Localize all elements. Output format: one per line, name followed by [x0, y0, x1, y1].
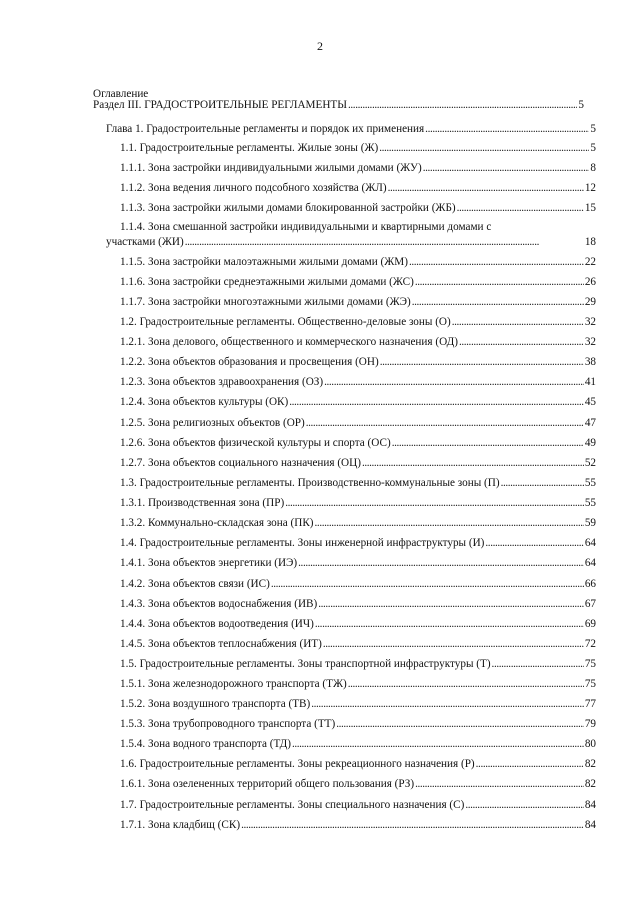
toc-entry-title: 1.1.1. Зона застройки индивидуальными жилыми домами (ЖУ): [120, 162, 422, 174]
toc-entry-title: 1.2.2. Зона объектов образования и просвещения (ОН): [120, 356, 379, 368]
toc-entry-title: 1.4. Градостроительные регламенты. Зоны инженерной инфраструктуры (И): [120, 537, 485, 549]
dot-leader: [315, 619, 584, 630]
dot-leader: [298, 558, 584, 569]
toc-entry-title: 1.2.1. Зона делового, общественного и коммерческого назначения (ОД): [120, 336, 458, 348]
toc-entry-page: 41: [584, 376, 596, 388]
toc-entry-title: 1.1.5. Зона застройки малоэтажными жилыми домами (ЖМ): [120, 256, 408, 268]
toc-entry-page: 32: [584, 336, 596, 348]
toc-entry[interactable]: [0, 619, 640, 633]
dot-leader: [485, 538, 583, 549]
dot-leader: [185, 237, 584, 248]
toc-entry-page: 67: [584, 598, 596, 610]
dot-leader: [289, 397, 584, 408]
toc-entry[interactable]: [0, 397, 640, 411]
toc-entry-title: 1.1.2. Зона ведения личного подсобного хозяйства (ЖЛ): [120, 182, 387, 194]
toc-entry[interactable]: [0, 739, 640, 753]
toc-entry-title: 1.6. Градостроительные регламенты. Зоны рекреационного назначения (Р): [120, 758, 475, 770]
dot-leader: [311, 699, 584, 710]
dot-leader: [457, 203, 584, 214]
toc-entry-page: 79: [584, 718, 596, 730]
dot-leader: [379, 143, 589, 154]
toc-entry-page: 18: [584, 236, 596, 248]
toc-entry[interactable]: [0, 163, 640, 177]
toc-entry-page: 26: [584, 276, 596, 288]
toc-entry-title-line1: 1.1.4. Зона смешанной застройки индивидуальными и квартирными домами с: [120, 221, 492, 233]
toc-entry[interactable]: [0, 800, 640, 814]
dot-leader: [459, 337, 584, 348]
toc-entry-title: 1.2.7. Зона объектов социального назначения (ОЦ): [120, 457, 361, 469]
dot-leader: [315, 518, 584, 529]
dot-leader: [306, 418, 584, 429]
toc-entry-page: 75: [584, 678, 596, 690]
dot-leader: [423, 163, 590, 174]
toc-entry-title: 1.7. Градостроительные регламенты. Зоны специального назначения (С): [120, 799, 465, 811]
dot-leader: [318, 599, 584, 610]
toc-entry-title: 1.4.3. Зона объектов водоснабжения (ИВ): [120, 598, 318, 610]
toc-entry-page: 32: [584, 316, 596, 328]
toc-entry-page: 12: [584, 182, 596, 194]
toc-entry[interactable]: [0, 719, 640, 733]
toc-entry-page: 15: [584, 202, 596, 214]
toc-entry-page: 29: [584, 296, 596, 308]
toc-entry-page: 45: [584, 396, 596, 408]
dot-leader: [323, 639, 584, 650]
dot-leader: [392, 438, 584, 449]
page-number: 2: [317, 39, 323, 53]
toc-entry-title: 1.4.2. Зона объектов связи (ИС): [120, 578, 270, 590]
toc-entry[interactable]: [0, 458, 640, 472]
toc-entry[interactable]: [0, 221, 640, 248]
toc-entry[interactable]: [0, 759, 640, 773]
dot-leader: [465, 800, 583, 811]
toc-entry-page: 22: [584, 256, 596, 268]
toc-entry-title: 1.5. Градостроительные регламенты. Зоны транспортной инфраструктуры (Т): [120, 658, 491, 670]
toc-entry-title: Раздел III. ГРАДОСТРОИТЕЛЬНЫЕ РЕГЛАМЕНТЫ: [93, 99, 348, 111]
toc-entry-title: 1.6.1. Зона озелененных территорий общего пользования (РЗ): [120, 778, 415, 790]
dot-leader: [476, 759, 584, 770]
dot-leader: [380, 357, 584, 368]
toc-entry[interactable]: [0, 100, 640, 114]
dot-leader: [324, 377, 584, 388]
toc-entry-title: 1.5.4. Зона водного транспорта (ТД): [120, 738, 291, 750]
toc-entry-title: 1.7.1. Зона кладбищ (СК): [120, 819, 241, 831]
toc-entry[interactable]: [0, 277, 640, 291]
toc-entry-page: 8: [590, 162, 596, 174]
toc-entry-title: 1.4.5. Зона объектов теплоснабжения (ИТ): [120, 638, 322, 650]
toc-entry-page: 66: [584, 578, 596, 590]
toc-entry-title: 1.3. Градостроительные регламенты. Производственно-коммунальные зоны (П): [120, 477, 500, 489]
toc-entry-page: 5: [578, 99, 584, 111]
toc-entry-title: 1.4.4. Зона объектов водоотведения (ИЧ): [120, 618, 314, 630]
dot-leader: [452, 317, 584, 328]
toc-entry-page: 82: [584, 758, 596, 770]
dot-leader: [362, 458, 584, 469]
toc-entry-page: 38: [584, 356, 596, 368]
toc-entry-page: 47: [584, 417, 596, 429]
dot-leader: [425, 124, 589, 135]
toc-entry-page: 75: [584, 658, 596, 670]
toc-entry[interactable]: [0, 699, 640, 713]
toc-entry[interactable]: [0, 143, 640, 157]
toc-entry-title: 1.1. Градостроительные регламенты. Жилые зоны (Ж): [120, 142, 379, 154]
dot-leader: [271, 579, 584, 590]
toc-entry-page: 5: [590, 123, 596, 135]
toc-entry[interactable]: [0, 518, 640, 532]
dot-leader: [241, 820, 584, 831]
dot-leader: [285, 498, 584, 509]
dot-leader: [492, 659, 584, 670]
toc-entry[interactable]: [0, 357, 640, 371]
toc-entry[interactable]: [0, 558, 640, 572]
toc-entry[interactable]: [0, 337, 640, 351]
toc-entry-title: 1.1.7. Зона застройки многоэтажными жилыми домами (ЖЭ): [120, 296, 411, 308]
toc-entry-title: 1.2.6. Зона объектов физической культуры и спорта (ОС): [120, 437, 391, 449]
toc-entry-title: 1.4.1. Зона объектов энергетики (ИЭ): [120, 557, 298, 569]
toc-entry-page: 80: [584, 738, 596, 750]
dot-leader: [409, 257, 584, 268]
toc-entry[interactable]: [0, 639, 640, 653]
toc-entry-title: 1.2. Градостроительные регламенты. Общественно-деловые зоны (О): [120, 316, 451, 328]
toc-entry-page: 55: [584, 497, 596, 509]
toc-entry-title: 1.3.1. Производственная зона (ПР): [120, 497, 285, 509]
toc-entry[interactable]: [0, 779, 640, 793]
toc-entry[interactable]: [0, 659, 640, 673]
dot-leader: [412, 297, 584, 308]
toc-entry-title: Глава 1. Градостроительные регламенты и порядок их применения: [106, 123, 425, 135]
toc-entry[interactable]: [0, 599, 640, 613]
toc-entry[interactable]: [0, 257, 640, 271]
toc-entry[interactable]: [0, 579, 640, 593]
toc-entry-page: 84: [584, 819, 596, 831]
dot-leader: [292, 739, 584, 750]
dot-leader: [348, 679, 584, 690]
toc-entry-page: 84: [584, 799, 596, 811]
toc-entry-title: 1.2.4. Зона объектов культуры (ОК): [120, 396, 289, 408]
dot-leader: [388, 183, 584, 194]
toc-entry[interactable]: [0, 478, 640, 492]
toc-entry-title: 1.1.3. Зона застройки жилыми домами блокированной застройки (ЖБ): [120, 202, 456, 214]
toc-entry-title: 1.2.3. Зона объектов здравоохранения (ОЗ): [120, 376, 324, 388]
toc-entry-title: 1.1.6. Зона застройки среднеэтажными жилыми домами (ЖС): [120, 276, 414, 288]
toc-entry-page: 64: [584, 557, 596, 569]
dot-leader: [415, 779, 584, 790]
toc-entry[interactable]: [0, 317, 640, 331]
toc-entry-page: 72: [584, 638, 596, 650]
toc-entry-title: 1.3.2. Коммунально-складская зона (ПК): [120, 517, 314, 529]
toc-entry[interactable]: [0, 297, 640, 311]
toc-entry-page: 77: [584, 698, 596, 710]
toc-entry[interactable]: [0, 498, 640, 512]
toc-entry[interactable]: [0, 538, 640, 552]
toc-entry-page: 59: [584, 517, 596, 529]
dot-leader: [348, 100, 577, 111]
toc-entry-title: 1.2.5. Зона религиозных объектов (ОР): [120, 417, 305, 429]
toc-entry[interactable]: [0, 183, 640, 197]
dot-leader: [501, 478, 584, 489]
toc-heading: Оглавление: [93, 88, 149, 100]
toc-entry[interactable]: [0, 124, 640, 138]
toc-entry-page: 49: [584, 437, 596, 449]
toc-entry-title: 1.5.3. Зона трубопроводного транспорта (ТТ): [120, 718, 336, 730]
dot-leader: [336, 719, 584, 730]
toc-entry-page: 52: [584, 457, 596, 469]
toc-entry-title: 1.5.1. Зона железнодорожного транспорта (ТЖ): [120, 678, 347, 690]
toc-entry[interactable]: [0, 820, 640, 834]
toc-entry[interactable]: [0, 418, 640, 432]
toc-entry-page: 5: [590, 142, 596, 154]
toc-entry-page: 64: [584, 537, 596, 549]
toc-entry-title: участками (ЖИ): [106, 236, 184, 248]
toc-entry-page: 55: [584, 477, 596, 489]
toc-entry-page: 82: [584, 778, 596, 790]
toc-entry[interactable]: [0, 377, 640, 391]
toc-entry-title: 1.5.2. Зона воздушного транспорта (ТВ): [120, 698, 311, 710]
toc-entry-page: 69: [584, 618, 596, 630]
toc-entry[interactable]: [0, 679, 640, 693]
toc-entry[interactable]: [0, 438, 640, 452]
toc-entry[interactable]: [0, 203, 640, 217]
dot-leader: [415, 277, 584, 288]
